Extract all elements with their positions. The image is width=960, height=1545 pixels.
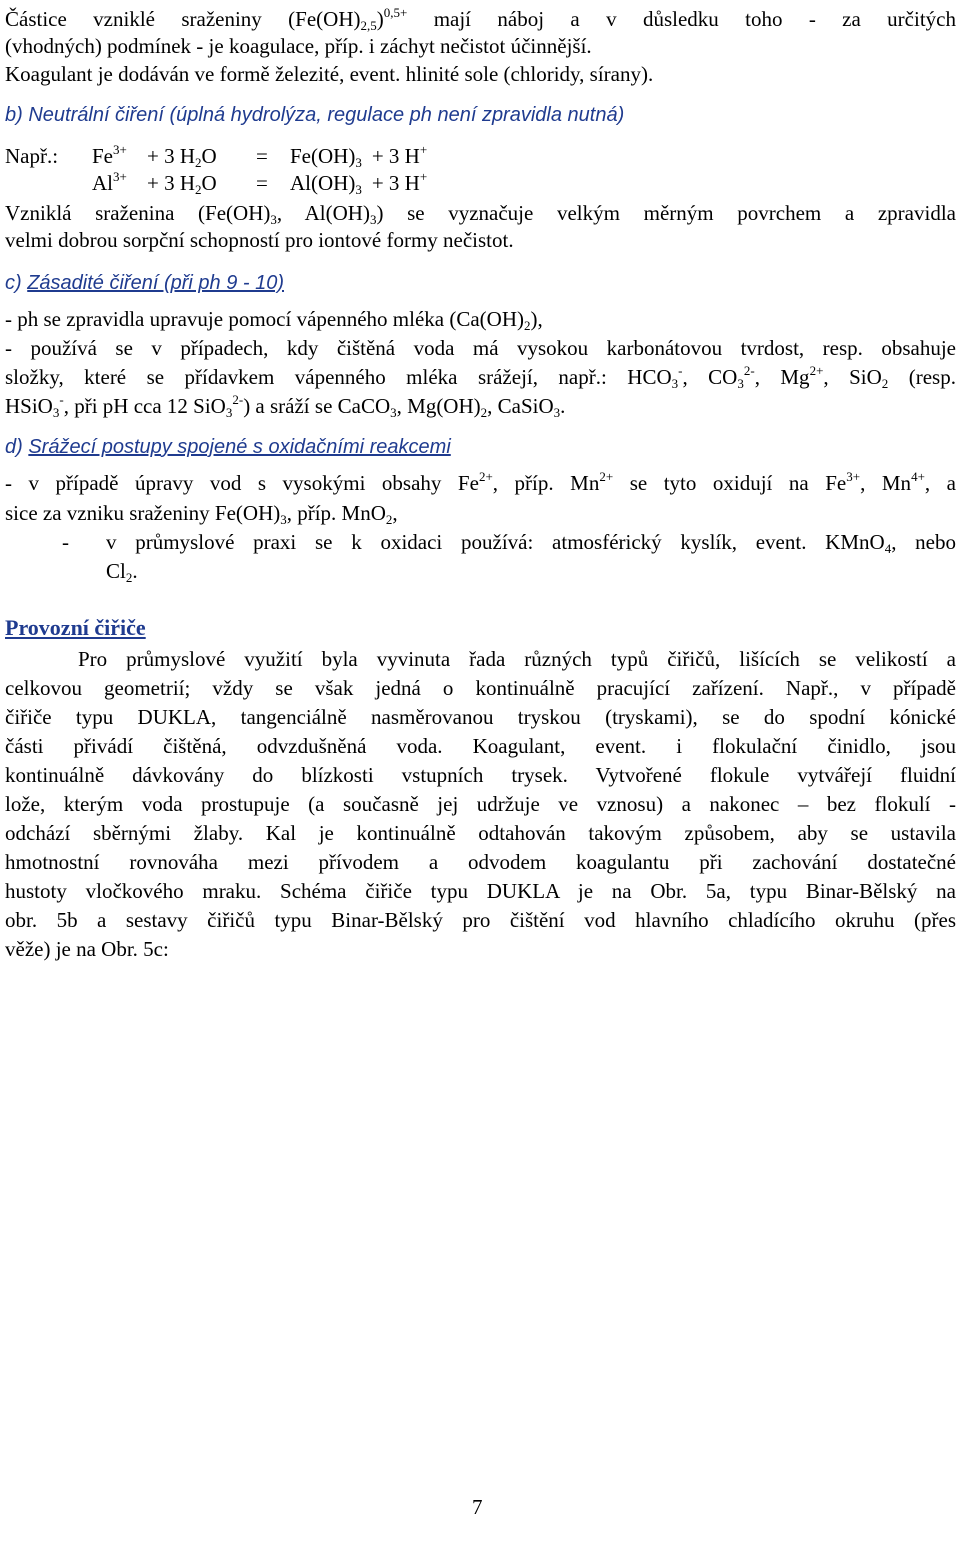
body-line-5: kontinuálně dávkovány do blízkosti vstupních trysek. Vytvořené flokule vytvářejí fluidní xyxy=(5,763,956,787)
paragraph-2-line-2: velmi dobrou sorpční schopností pro iontové formy nečistot. xyxy=(5,228,514,252)
equation-2-equals: = xyxy=(256,171,268,195)
paragraph-2-line-1: Vzniklá sraženina ($Fe(OH)_3$, $Al(OH)_3$) se vyznačuje velkým měrným povrchem a zpravidla xyxy=(5,201,956,227)
equation-1-rhs: $Fe(OH)_3 + 3$ H+ xyxy=(290,142,428,170)
paragraph-4-line-2: sice za vzniku sraženiny $Fe(OH)_3$, příp. MnO$_2$, xyxy=(5,501,398,527)
body-line-4: části přivádí čištěná, odvzdušněná voda. Koagulant, event. i flokulační činidlo, jsou xyxy=(5,734,956,758)
body-line-9: hustoty vločkového mraku. Schéma čiřiče typu DUKLA je na Obr. 5a, typu Binar-Bělský na xyxy=(5,879,956,903)
paragraph-3-line-4: HSiO$_3$-, při pH cca 12 SiO$_3^{2-}$) a sráží se CaCO$_3$, $Mg(OH)_2$, CaSiO$_3$. xyxy=(5,392,566,420)
section-c-heading: c) Zásadité čiření (při ph 9 - 10) xyxy=(5,272,284,294)
equation-1-lhs: $Fe^{3+}$ xyxy=(92,142,127,168)
paragraph-4-line-4: $Cl_2$. xyxy=(106,559,138,585)
paragraph-3-line-1: - ph se zpravidla upravuje pomocí vápenného mléka $(Ca(OH)_2)$, xyxy=(5,307,543,333)
paragraph-3-line-3: složky, které se přídavkem vápenného mléka srážejí, např.: $HCO_3^-$, $CO_3^{2-}$, $Mg^{2+}$, SiO$_2$ (resp. xyxy=(5,363,956,391)
section-b-heading: b) Neutrální čiření (úplná hydrolýza, regulace ph není zpravidla nutná) xyxy=(5,104,625,126)
equation-1-mid: + 3 $H_2O$ xyxy=(147,144,217,170)
equation-1-equals: = xyxy=(256,144,268,168)
paragraph-1-line-3: Koagulant je dodáván ve formě železité, event. hlinité sole (chloridy, sírany). xyxy=(5,62,654,86)
body-line-2: celkovou geometrií; vždy se však jedná o kontinuálně pracující zařízení. Např., v případě xyxy=(5,676,956,700)
paragraph-4-dash: - xyxy=(62,530,69,554)
equation-2-lhs: $Al^{3+}$ xyxy=(92,169,127,195)
body-line-3: čiřiče typu DUKLA, tangenciálně nasměrovanou tryskou (tryskami), se do spodní kónické xyxy=(5,705,956,729)
body-line-11: věže) je na Obr. 5c: xyxy=(5,937,169,961)
paragraph-4-line-3: v průmyslové praxi se k oxidaci používá: atmosférický kyslík, event. KMnO$_4$, nebo xyxy=(106,530,956,556)
body-line-1: Pro průmyslové využití byla vyvinuta řada různých typů čiřičů, lišících se velikostí a xyxy=(78,647,956,671)
section-d-heading: d) Srážecí postupy spojené s oxidačními reakcemi xyxy=(5,436,451,458)
section-heading-provozni-cirice: Provozní čiřiče xyxy=(5,615,146,640)
paragraph-1-line-1: Částice vzniklé sraženiny $(Fe(OH)_{2,5})^{0,5+}$ mají náboj a v důsledku toho - za určitých xyxy=(5,5,956,33)
equation-2-rhs: $Al(OH)_3 + 3$ H+ xyxy=(290,169,428,197)
paragraph-1-line-2: (vhodných) podmínek - je koagulace, příp. i záchyt nečistot účinnější. xyxy=(5,34,592,58)
paragraph-3-line-2: - používá se v případech, kdy čištěná voda má vysokou karbonátovou tvrdost, resp. obsahuje xyxy=(5,336,956,360)
equation-2-mid: + 3 $H_2O$ xyxy=(147,171,217,197)
body-line-8: hmotnostní rovnováha mezi přívodem a odvodem koagulantu při zachování dostatečné xyxy=(5,850,956,874)
body-line-7: odchází sběrnými žlaby. Kal je kontinuálně odtahován takovým způsobem, aby se ustavila xyxy=(5,821,956,845)
page-number: 7 xyxy=(472,1495,483,1519)
body-line-10: obr. 5b a sestavy čiřičů typu Binar-Bělský pro čištění vod hlavního chladícího okruhu (přes xyxy=(5,908,956,932)
paragraph-4-line-1: - v případě úpravy vod s vysokými obsahy $Fe^{2+}$, příp. $Mn^{2+}$ se tyto oxidují na $Fe^{3+}$, $Mn^{4+}$, a xyxy=(5,469,956,495)
equation-label: Např.: xyxy=(5,144,59,168)
body-line-6: lože, kterým voda prostupuje (a současně jej udržuje ve vznosu) a nakonec – bez flokulí - xyxy=(5,792,956,816)
